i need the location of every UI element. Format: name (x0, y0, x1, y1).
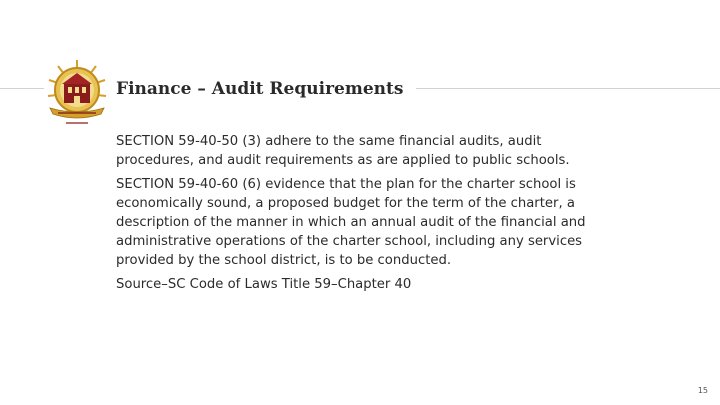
slide-title: Finance – Audit Requirements (116, 79, 404, 99)
school-seal-icon (44, 56, 110, 128)
section-59-40-50-paragraph: SECTION 59-40-50 (3) adhere to the same financial audits, audit procedures, and audit requirements as are applied to public schools. (116, 134, 570, 168)
header-rule-right (416, 88, 720, 89)
page-number: 15 (697, 386, 708, 395)
section-59-40-60-paragraph: SECTION 59-40-60 (6) evidence that the plan for the charter school is economically sound, a proposed budget for the term of the charter, a description of the manner in which an annual audit of the financial and administrative operations of the charter school, including any services provided by the school district, is to be conducted. (116, 177, 586, 268)
source-citation: Source–SC Code of Laws Title 59–Chapter 40 (116, 277, 412, 292)
header-rule-left (0, 88, 44, 89)
school-seal-logo (44, 56, 110, 128)
slide-body (116, 132, 616, 299)
